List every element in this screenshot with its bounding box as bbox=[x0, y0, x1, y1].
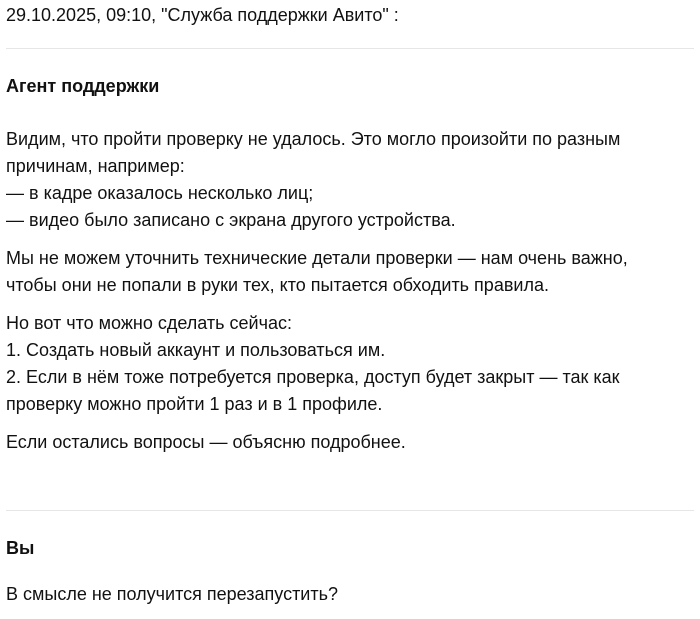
message-paragraph bbox=[6, 310, 694, 418]
divider bbox=[6, 510, 694, 511]
divider bbox=[6, 48, 694, 49]
message-line: — видео было записано с экрана другого устройства. bbox=[6, 210, 456, 230]
message-body bbox=[6, 581, 694, 619]
chat-header: 29.10.2025, 09:10, "Служба поддержки Авито" : bbox=[6, 5, 399, 25]
sender-name: Агент поддержки bbox=[6, 76, 160, 96]
message-line: Если остались вопросы — объясню подробнее. bbox=[6, 432, 406, 452]
message-line: проверку можно пройти 1 раз и в 1 профиле. bbox=[6, 394, 383, 414]
message-line: Мы не можем уточнить технические детали проверки — нам очень важно, bbox=[6, 248, 628, 268]
message-line: причинам, например: bbox=[6, 156, 185, 176]
message-line: В смысле не получится перезапустить? bbox=[6, 584, 338, 604]
message-line: Но вот что можно сделать сейчас: bbox=[6, 313, 292, 333]
message-line: — в кадре оказалось несколько лиц; bbox=[6, 183, 314, 203]
message-line: 2. Если в нём тоже потребуется проверка, доступ будет закрыт — так как bbox=[6, 367, 620, 387]
message-line: Видим, что пройти проверку не удалось. Это могло произойти по разным bbox=[6, 129, 621, 149]
message-body bbox=[6, 126, 694, 467]
message-paragraph bbox=[6, 429, 694, 456]
sender-name: Вы bbox=[6, 538, 35, 558]
message-line: 1. Создать новый аккаунт и пользоваться им. bbox=[6, 340, 386, 360]
message-paragraph bbox=[6, 245, 694, 299]
message-paragraph bbox=[6, 126, 694, 234]
message-line: чтобы они не попали в руки тех, кто пытается обходить правила. bbox=[6, 275, 549, 295]
message-paragraph bbox=[6, 581, 694, 608]
